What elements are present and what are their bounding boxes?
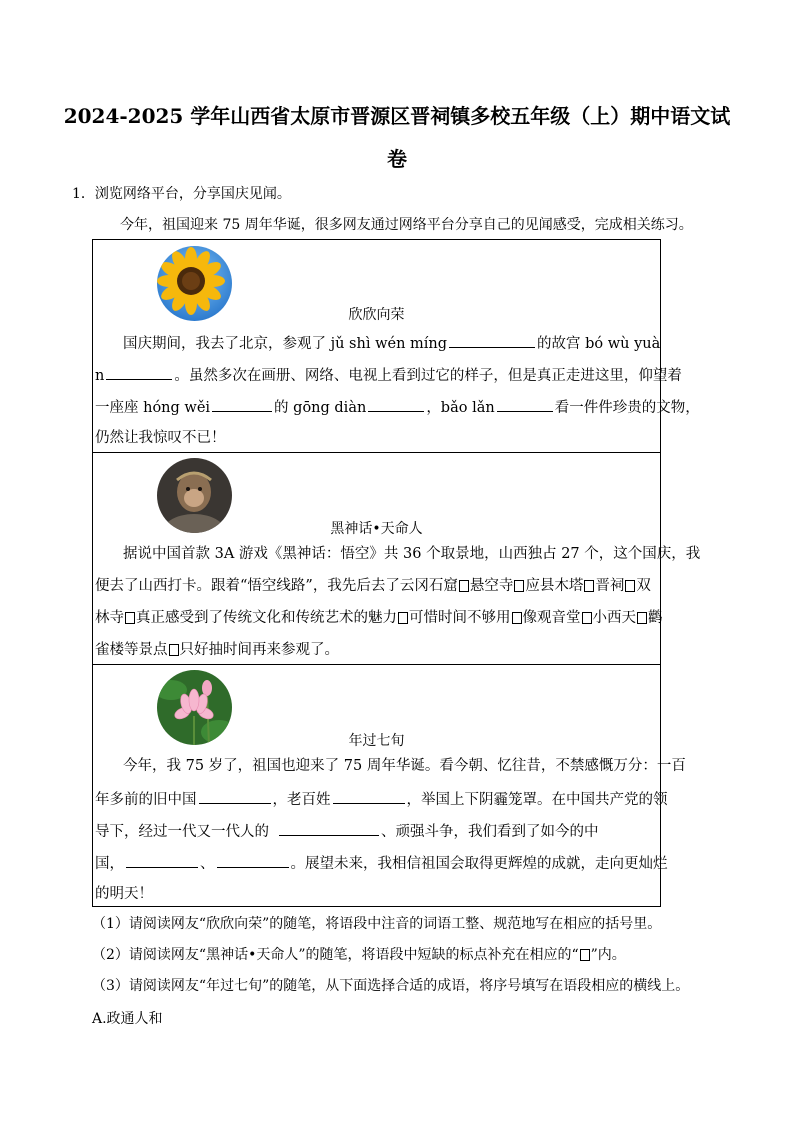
text-segment: 林寺 [95,610,124,626]
text-segment: 。虽然多次在画册、网络、电视上看到过它的样子，但是真正走进这里，仰望着 [174,368,682,384]
text-segment: 雀楼等景点 [95,642,168,658]
subquestion-1: （1）请阅读网友“欣欣向荣”的随笔，将语段中注音的词语工整、规范地写在相应的括号里。 [92,916,662,932]
punctuation-box [125,612,135,624]
document-title-line2: 卷 [387,147,407,171]
row-divider [93,664,660,665]
post-line: 仍然让我惊叹不已！ [95,430,226,446]
text-segment: 国庆期间，我去了北京，参观了 jǔ shì wén míng [123,336,448,352]
text-segment: 真正感受到了传统文化和传统艺术的魅力 [136,610,397,626]
punctuation-box [514,580,524,592]
posts-table [92,239,701,907]
answer-blank [279,820,379,836]
text-segment: n [95,368,105,384]
text-segment: 年多前的旧中国 [95,792,197,808]
question-1: 1．浏览网络平台，分享国庆见闻。 [72,186,291,202]
post-line [95,820,599,842]
punctuation-box [459,580,469,592]
question-intro: 今年，祖国迎来 75 周年华诞，很多网友通过网络平台分享自己的见闻感受，完成相关练习。 [120,217,693,233]
post-caption: 欣欣向荣 [348,307,405,323]
answer-blank [106,364,172,380]
post-line [95,396,700,418]
text-segment: 国， [95,856,124,872]
text-segment: 便去了山西打卡。跟着“悟空线路”，我先后去了云冈石窟 [95,578,458,594]
answer-blank [368,396,424,412]
punctuation-box [398,612,408,624]
text-segment: 的故宫 bó wù yuà [537,336,661,352]
post-line [95,852,668,874]
text-segment: 鹳 [648,610,663,626]
post-line: 今年，我 75 岁了，祖国也迎来了 75 周年华诞。看今朝、忆往昔，不禁感慨万分：一百 [123,758,686,774]
answer-blank [333,788,405,804]
post-line [95,576,651,596]
document-title-line1: 2024-2025 学年山西省太原市晋源区晋祠镇多校五年级（上）期中语文试 [63,104,731,128]
answer-blank [497,396,553,412]
text-segment: 晋祠 [595,578,625,594]
post-line: 据说中国首款 3A 游戏《黑神话：悟空》共 36 个取景地，山西独占 27 个，这个国庆，我 [123,546,701,562]
post-caption: 年过七旬 [348,733,405,749]
post-caption: 黑神话•天命人 [330,521,423,537]
text-segment: 、顽强斗争，我们看到了如今的中 [381,824,599,840]
text-segment: 像观音堂 [522,610,581,626]
text-segment: （2）请阅读网友“黑神话•天命人”的随笔，将语段中短缺的标点补充在相应的“ [92,947,579,963]
text-segment: ，bǎo lǎn [426,400,495,416]
post-line [95,640,339,660]
post-line [123,332,660,354]
text-segment: ，举国上下阴霾笼罩。在中国共产党的领 [406,792,668,808]
subquestion-3: （3）请阅读网友“年过七旬”的随笔，从下面选择合适的成语，将序号填写在语段相应的横线上。 [92,978,690,994]
subquestion-2 [92,944,626,964]
text-segment: 悬空寺 [469,578,514,594]
answer-blank [212,396,272,412]
answer-blank [199,788,271,804]
text-segment: 的 gōng diàn [274,400,367,416]
text-segment: 、 [200,856,215,872]
text-segment: 看一件件珍贵的文物， [554,400,700,416]
post-line [95,364,682,386]
post-line: 的明天！ [95,886,153,902]
option-a: A.政通人和 [92,1011,163,1027]
punctuation-box [580,949,590,961]
text-segment: 双 [636,578,651,594]
text-segment: 小西天 [592,610,636,626]
answer-blank [126,852,198,868]
answer-blank [217,852,289,868]
text-segment: 应县木塔 [525,578,584,594]
text-segment: 只好抽时间再来参观了。 [179,642,339,658]
text-segment: 。展望未来，我相信祖国会取得更辉煌的成就，走向更灿烂 [290,856,668,872]
text-segment: ，老百姓 [272,792,331,808]
answer-blank [449,332,535,348]
punctuation-box [625,580,635,592]
punctuation-box [582,612,592,624]
text-segment: 一座座 hóng wěi [95,400,211,416]
punctuation-box [637,612,647,624]
post-line [95,788,668,810]
row-divider [93,452,660,453]
post-line [95,608,663,628]
punctuation-box [169,644,179,656]
text-segment: ”内。 [590,947,626,963]
punctuation-box [584,580,594,592]
text-segment: 可惜时间不够用 [409,610,511,626]
punctuation-box [512,612,522,624]
text-segment: 导下，经过一代又一代人的 [95,824,269,840]
